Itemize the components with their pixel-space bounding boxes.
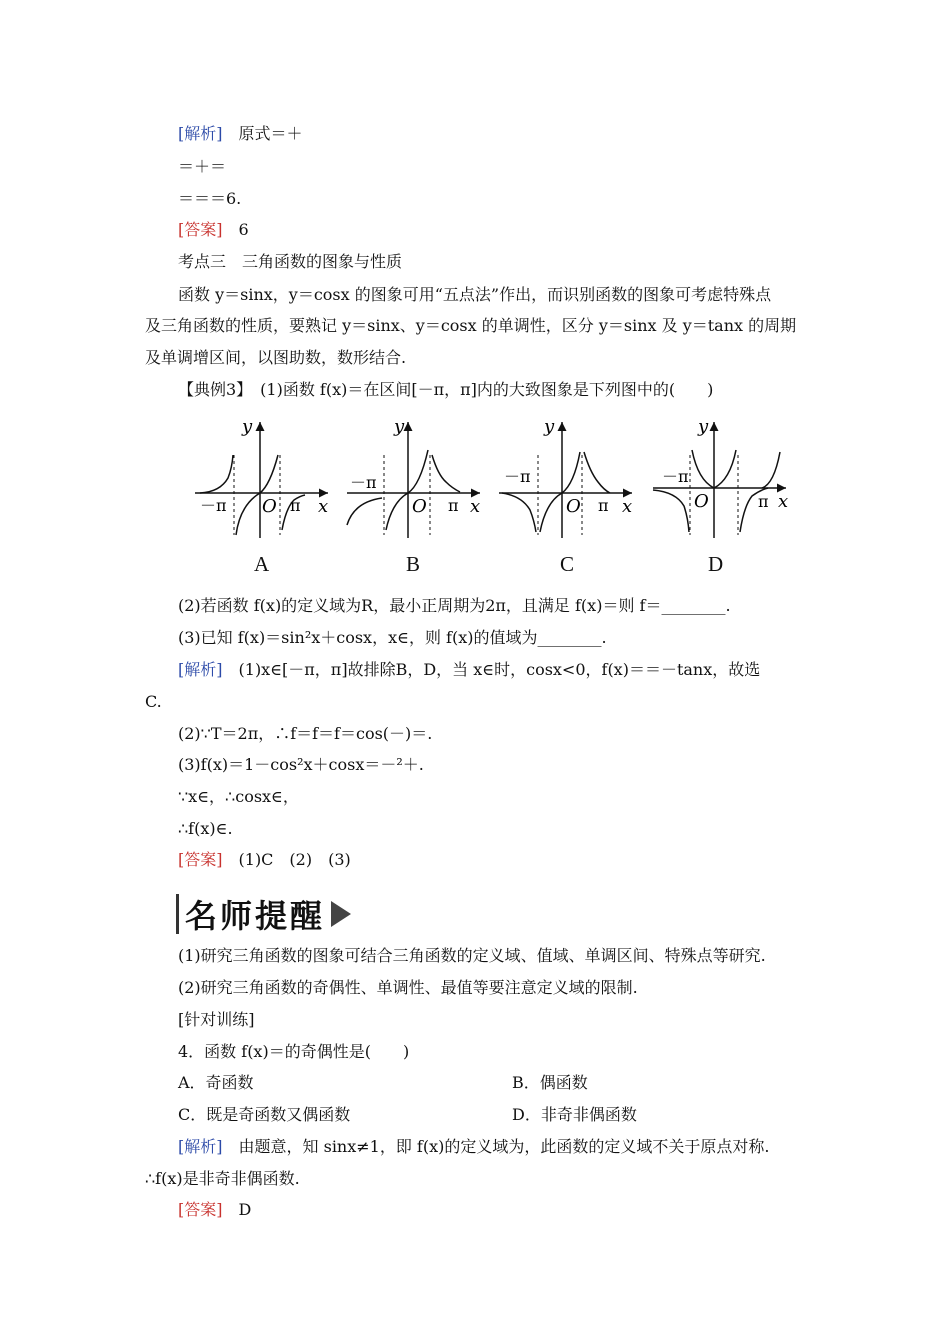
analysis-text: (1)x∈[－π，π]故排除B，D，当 x∈时，cosx<0，f(x)＝＝－tanx，故选 — [238, 660, 761, 679]
heading-bar — [176, 894, 179, 934]
x-axis-label: x — [778, 491, 789, 512]
option-b: B．偶函数 — [512, 1073, 588, 1092]
graph-d-caption: D — [708, 552, 724, 576]
option-c: C．既是奇函数又偶函数 — [178, 1105, 351, 1124]
origin-label: O — [566, 496, 581, 517]
equation-line: ＝＋＝ — [178, 157, 227, 176]
y-axis-label: y — [544, 416, 555, 437]
paragraph-line: C. — [145, 692, 162, 711]
tip-line: (2)研究三角函数的奇偶性、单调性、最值等要注意定义域的限制. — [178, 978, 638, 997]
analysis-tag: [解析] — [178, 124, 223, 143]
neg-pi-label: －π — [350, 473, 377, 492]
pi-label: π — [290, 496, 301, 515]
option-a: A．奇函数 — [178, 1073, 254, 1092]
pi-label: π — [758, 492, 769, 511]
x-axis-label: x — [470, 496, 481, 517]
conclusion-line: ∴f(x)是非奇非偶函数. — [145, 1169, 300, 1188]
analysis-line — [178, 660, 760, 680]
origin-label: O — [694, 491, 709, 512]
equation-line: ＝＝＝6. — [178, 189, 242, 208]
sub-question-2: (2)若函数 f(x)的定义域为R，最小正周期为2π，且满足 f(x)＝则 f＝________. — [178, 596, 731, 615]
example-question: 【典例3】 (1)函数 f(x)＝在区间[－π，π]内的大致图象是下列图中的( ) — [178, 380, 714, 399]
graph-b-caption: B — [406, 552, 421, 576]
practice-question: 4．函数 f(x)＝的奇偶性是( ) — [178, 1042, 410, 1061]
analysis-text: 由题意，知 sinx≠1，即 f(x)的定义域为，此函数的定义域不关于原点对称. — [238, 1137, 770, 1156]
solution-line: ∴f(x)∈. — [178, 819, 233, 838]
answer-tag: [答案] — [178, 850, 223, 869]
tip-line: (1)研究三角函数的图象可结合三角函数的定义域、值域、单调区间、特殊点等研究. — [178, 946, 766, 965]
answer-text: (1)C (2) (3) — [238, 850, 351, 869]
sub-question-3: (3)已知 f(x)＝sin²x＋cosx，x∈，则 f(x)的值域为________. — [178, 628, 607, 647]
answer-text: 6 — [238, 220, 249, 239]
solution-line: (3)f(x)＝1－cos²x＋cosx＝－²＋. — [178, 755, 424, 774]
play-triangle-icon — [331, 901, 351, 927]
neg-pi-label: －π — [662, 467, 689, 486]
heading-title: 名师提醒 — [185, 897, 326, 935]
answer-line — [178, 220, 249, 240]
pi-label: π — [448, 496, 459, 515]
analysis-line-1 — [178, 124, 303, 144]
analysis-text: 原式＝＋ — [238, 124, 303, 143]
answer-text: D — [238, 1200, 252, 1219]
origin-label: O — [262, 496, 277, 517]
graph-a-caption: A — [254, 552, 270, 576]
x-axis-label: x — [622, 496, 633, 517]
paragraph-line: 及三角函数的性质，要熟记 y＝sinx、y＝cosx 的单调性，区分 y＝sinx 及 y＝tanx 的周期 — [145, 316, 797, 335]
answer-tag: [答案] — [178, 1200, 223, 1219]
analysis-tag: [解析] — [178, 660, 223, 679]
answer-tag: [答案] — [178, 220, 223, 239]
x-axis-label: x — [318, 496, 329, 517]
answer-line — [178, 850, 351, 870]
origin-label: O — [412, 496, 427, 517]
graph-c-caption: C — [560, 552, 575, 576]
paragraph-line: 及单调增区间，以图助数，数形结合. — [145, 348, 407, 367]
solution-line: (2)∵T＝2π，∴f＝f＝f＝cos(－)＝. — [178, 724, 433, 743]
answer-line — [178, 1200, 251, 1220]
section-title: 考点三 三角函数的图象与性质 — [178, 252, 403, 271]
pi-label: π — [598, 496, 609, 515]
paragraph-line: 函数 y＝sinx，y＝cosx 的图象可用“五点法”作出，而识别函数的图象可考虑特殊点 — [178, 285, 772, 304]
neg-pi-label: －π — [200, 496, 227, 515]
y-axis-label: y — [394, 416, 405, 437]
analysis-line — [178, 1137, 769, 1157]
analysis-tag: [解析] — [178, 1137, 223, 1156]
neg-pi-label: －π — [504, 467, 531, 486]
y-axis-label: y — [242, 416, 253, 437]
option-d: D．非奇非偶函数 — [512, 1105, 637, 1124]
tip-heading — [176, 892, 351, 936]
solution-line: ∵x∈，∴cosx∈， — [178, 787, 299, 806]
y-axis-label: y — [698, 416, 709, 437]
practice-heading: [针对训练] — [178, 1010, 255, 1029]
